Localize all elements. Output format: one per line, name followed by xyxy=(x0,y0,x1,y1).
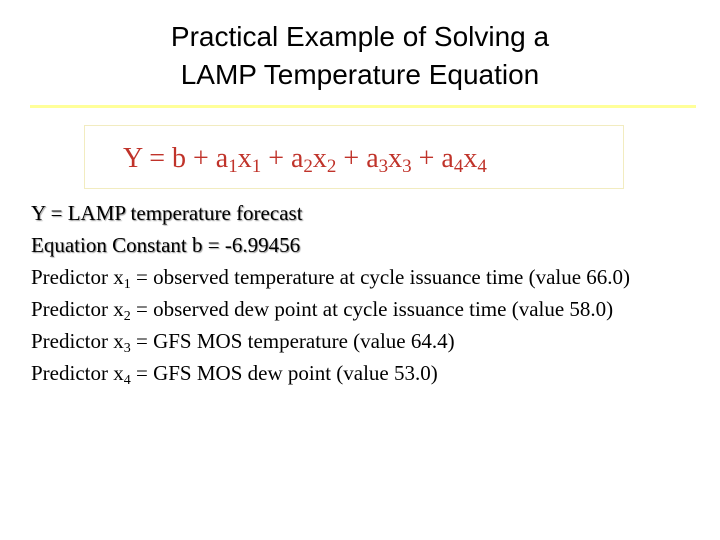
definition-x4 xyxy=(31,357,691,389)
x1-prefix: Predictor x xyxy=(31,265,124,289)
eq-x4: x xyxy=(463,143,478,174)
definition-x3 xyxy=(31,325,691,357)
x1-subscript: 1 xyxy=(123,277,131,292)
eq-a4-sub: 4 xyxy=(453,156,464,177)
definitions-list xyxy=(31,197,691,389)
slide-title xyxy=(0,18,720,94)
title-line-1: Practical Example of Solving a xyxy=(170,21,550,52)
eq-lhs: Y xyxy=(123,143,143,174)
eq-plus-a2: + a xyxy=(261,143,304,174)
eq-plus-a4: + a xyxy=(411,143,454,174)
x2-prefix: Predictor x xyxy=(31,297,124,321)
x1-description: = observed temperature at cycle issuance time (value 66.0) xyxy=(130,265,631,289)
eq-const: = b + a xyxy=(142,143,229,174)
eq-x1-sub: 1 xyxy=(251,156,262,177)
eq-x3-sub: 3 xyxy=(402,156,412,177)
eq-x4-sub: 4 xyxy=(477,156,487,177)
definition-b: Equation Constant b = -6.99456 xyxy=(31,233,301,257)
x3-description: = GFS MOS temperature (value 64.4) xyxy=(130,329,455,353)
x3-subscript: 3 xyxy=(123,341,131,356)
equation-box xyxy=(84,125,624,189)
x4-subscript: 4 xyxy=(123,373,131,388)
eq-x3: x xyxy=(388,143,403,174)
definition-y: Y = LAMP temperature forecast xyxy=(31,201,303,225)
eq-a2-sub: 2 xyxy=(303,156,313,177)
title-line-2: LAMP Temperature Equation xyxy=(180,59,540,90)
x2-description: = observed dew point at cycle issuance time (value 58.0) xyxy=(130,297,614,321)
x4-prefix: Predictor x xyxy=(31,361,124,385)
eq-x1: x xyxy=(237,143,252,174)
definition-x2 xyxy=(31,293,691,325)
x4-description: = GFS MOS dew point (value 53.0) xyxy=(130,361,438,385)
eq-plus-a3: + a xyxy=(336,143,379,174)
eq-x2: x xyxy=(312,143,327,174)
eq-a1-sub: 1 xyxy=(228,156,238,177)
definition-x1 xyxy=(31,261,691,293)
eq-a3-sub: 3 xyxy=(378,156,389,177)
regression-equation xyxy=(123,143,487,177)
x2-subscript: 2 xyxy=(123,309,131,324)
x3-prefix: Predictor x xyxy=(31,329,124,353)
eq-x2-sub: 2 xyxy=(326,156,337,177)
title-divider xyxy=(30,105,696,108)
